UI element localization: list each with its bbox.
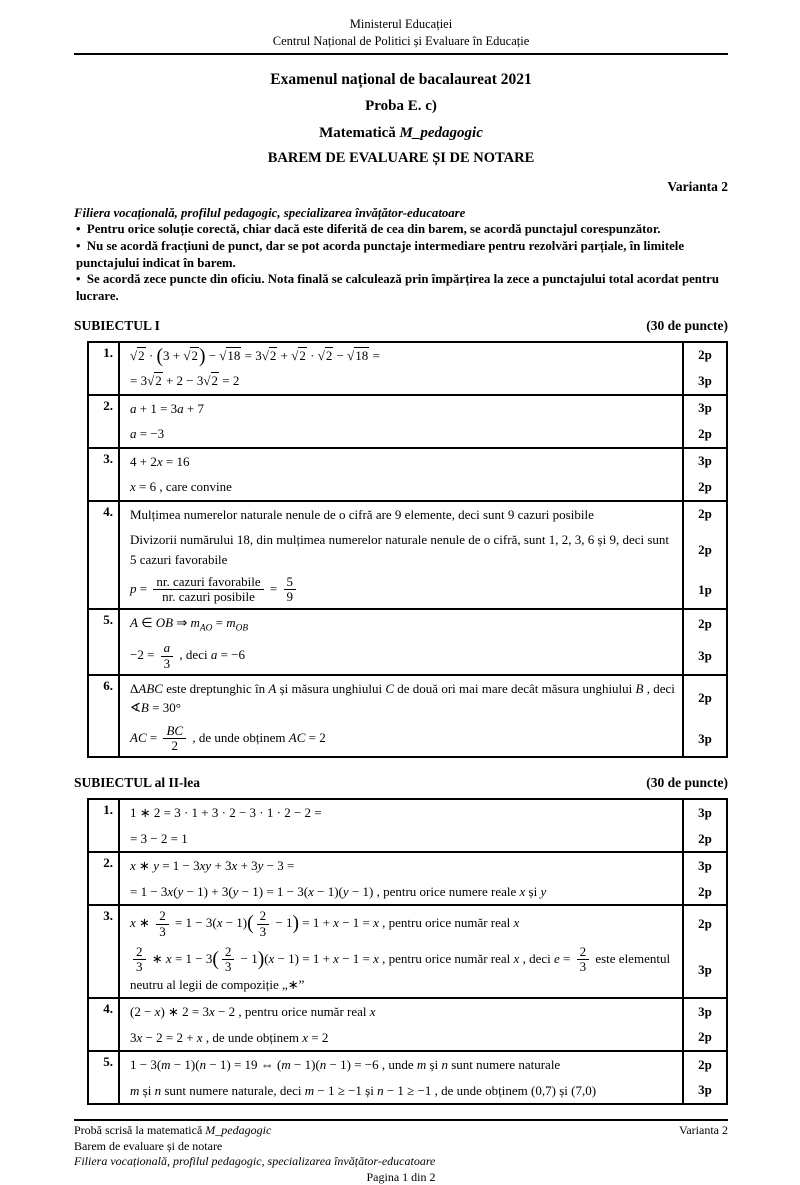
table-row (89, 800, 726, 853)
barem-title: BAREM DE EVALUARE ȘI DE NOTARE (267, 149, 535, 166)
points-cell: 3p (682, 638, 726, 674)
solution-line (120, 502, 726, 528)
table-row (89, 676, 726, 757)
exam-title: Examenul național de bacalaureat 2021 (270, 70, 532, 88)
subject-name: Matematică M_pedagogic (319, 124, 483, 141)
solution-step: 1 − 3(m − 1)(n − 1) = 19 ⇔ (m − 1)(n − 1) = −6 , unde m și n sunt numere naturale (130, 1057, 561, 1073)
row-number: 3. (89, 906, 120, 997)
points-cell: 2p (682, 474, 726, 500)
row-number: 4. (89, 502, 120, 608)
variant-label: Varianta 2 (667, 178, 728, 194)
table-row (89, 396, 726, 449)
solution-step: Divizorii numărului 18, din mulțimea numerelor naturale nenule de o cifră, sunt 1, 2, 3, 6 și 9, deci sunt 5 cazuri favorabile (130, 532, 670, 567)
solution-line (120, 368, 726, 394)
row-number: 1. (89, 343, 120, 394)
solution-line (120, 421, 726, 447)
row-body (120, 449, 726, 500)
solution-line (120, 638, 726, 674)
solution-line (120, 906, 726, 942)
solution-step: m și n sunt numere naturale, deci m − 1 ≥ −1 și n − 1 ≥ −1 , de unde obținem (0,7) și (7,0) (130, 1082, 597, 1098)
subject1-points: (30 de puncte) (646, 317, 728, 333)
points-cell: 3p (682, 942, 726, 997)
points-cell: 3p (682, 800, 726, 826)
subject1-score-table (87, 341, 728, 759)
solution-line (120, 853, 726, 879)
subject1-title: SUBIECTUL I (74, 317, 160, 333)
solution-step: Mulțimea numerelor naturale nenule de o cifră are 9 elemente, deci sunt 9 cazuri posibile (130, 506, 594, 522)
solution-step: −2 = $\frac{a}{3}$ , deci a = −6 (130, 640, 245, 671)
row-body (120, 343, 726, 394)
solution-step: ΔABC este dreptunghic în A și măsura unghiului C de două ori mai mare decât măsura unghiului B , deci ∢B = 30° (130, 680, 675, 716)
points-cell: 2p (682, 676, 726, 721)
solution-step: 3x − 2 = 2 + x , de unde obținem x = 2 (130, 1029, 329, 1045)
solution-step: x ∗ $\frac{2}{3}$ = 1 − 3(x − 1)( $\frac{2}{3}$ − 1) = 1 + x − 1 = x , pentru orice număr real x (130, 908, 520, 939)
table-row (89, 449, 726, 502)
solution-line (120, 572, 726, 608)
solution-step: A ∈ OB ⇒ $m_{AO} = m_{OB}$ (130, 614, 249, 634)
row-number: 1. (89, 800, 120, 851)
footer-barem: Barem de evaluare și de notare (74, 1138, 223, 1153)
solution-line (120, 942, 726, 997)
row-body (120, 906, 726, 997)
table-row (89, 502, 726, 610)
row-body (120, 853, 726, 904)
page-number: Pagina 1 din 2 (366, 1169, 436, 1184)
solution-step: $\frac{2}{3}$ ∗ x = 1 − 3( $\frac{2}{3}$ − 1)(x − 1) = 1 + x − 1 = x , pentru orice număr real x , deci e = $\frac{2}{3}$ este elementul neutru al legii de compoziție „∗” (130, 944, 671, 992)
row-number: 2. (89, 396, 120, 447)
row-number: 4. (89, 999, 120, 1050)
document-header (74, 16, 728, 50)
document-footer (74, 1119, 728, 1185)
table-row (89, 906, 726, 999)
solution-step: AC = $\frac{BC}{2}$ , de unde obținem AC = 2 (130, 722, 326, 754)
footer-filiera: Filiera vocațională, profilul pedagogic, specializarea învățător-educatoare (74, 1154, 436, 1169)
solution-step: a = −3 (130, 426, 165, 441)
proba-label: Proba E. c) (365, 97, 437, 114)
solution-step: p = nr. cazuri favorabile nr. cazuri posibile = $\frac{5}{9}$ (120, 572, 682, 608)
solution-line (120, 1078, 726, 1104)
title-block (74, 71, 728, 167)
header-divider (74, 53, 728, 55)
row-body (120, 502, 726, 608)
footer-variant: Varianta 2 (679, 1123, 728, 1138)
row-body (120, 676, 726, 757)
points-cell: 3p (682, 853, 726, 879)
solution-step: (2 − x) ∗ 2 = 3x − 2 , pentru orice număr real x (130, 1004, 376, 1020)
subject2-score-table (87, 798, 728, 1105)
subject1-heading (74, 318, 728, 334)
row-number: 3. (89, 449, 120, 500)
subject2-title: SUBIECTUL al II-lea (74, 775, 201, 791)
center-name: Centrul Național de Politici și Evaluare în Educație (272, 33, 530, 48)
solution-line (120, 721, 726, 757)
footer-divider (74, 1119, 728, 1121)
points-cell: 2p (682, 1052, 726, 1078)
points-cell: 1p (682, 572, 726, 608)
row-body (120, 610, 726, 674)
points-cell: 2p (682, 610, 726, 639)
solution-step: = 3 − 2 = 1 (130, 830, 188, 846)
row-body (120, 800, 726, 851)
points-cell: 3p (682, 999, 726, 1025)
points-cell: 3p (682, 368, 726, 394)
footer-proba: Probă scrisă la matematică M_pedagogic (74, 1123, 272, 1138)
solution-line (120, 1052, 726, 1078)
row-body (120, 396, 726, 447)
points-cell: 2p (682, 421, 726, 447)
row-number: 6. (89, 676, 120, 757)
table-row (89, 1052, 726, 1103)
table-row (89, 853, 726, 906)
solution-line (120, 676, 726, 721)
solution-line (120, 474, 726, 500)
solution-line (120, 527, 726, 572)
solution-step: = 3√2 + 2 − 3√2 = 2 (130, 373, 240, 388)
table-row (89, 999, 726, 1052)
solution-step: 4 + 2x = 16 (130, 453, 190, 469)
solution-line (120, 343, 726, 369)
points-cell: 3p (682, 449, 726, 475)
ministry-name: Ministerul Educației (349, 17, 453, 31)
points-cell: 2p (682, 1025, 726, 1051)
solution-line (120, 879, 726, 905)
points-cell: 3p (682, 721, 726, 757)
instruction-bullet: • Pentru orice soluție corectă, chiar dacă este diferită de cea din barem, se acordă punctajul corespunzător. (74, 221, 728, 238)
points-cell: 2p (682, 502, 726, 528)
solution-line (120, 449, 726, 475)
solution-step: √2 · (3 + √2) − √18 = 3√2 + √2 · √2 − √18 = (130, 345, 380, 367)
points-cell: 2p (682, 906, 726, 942)
points-cell: 3p (682, 396, 726, 422)
row-number: 5. (89, 1052, 120, 1103)
table-row (89, 610, 726, 676)
instruction-bullet: • Nu se acordă fracțiuni de punct, dar se pot acorda punctaje intermediare pentru rezolvări parțiale, în limitele punctajului indicat în barem. (74, 238, 728, 271)
solution-line (120, 800, 726, 826)
row-number: 2. (89, 853, 120, 904)
instructions-block (74, 205, 728, 305)
solution-line (120, 396, 726, 422)
solution-line (120, 826, 726, 852)
points-cell: 2p (682, 527, 726, 572)
points-cell: 2p (682, 826, 726, 852)
row-body (120, 999, 726, 1050)
solution-step: x = 6 , care convine (130, 479, 232, 494)
table-row (89, 343, 726, 396)
solution-step: 1 ∗ 2 = 3 · 1 + 3 · 2 − 3 · 1 · 2 − 2 = (130, 805, 322, 821)
points-cell: 3p (682, 1078, 726, 1104)
solution-step: x ∗ y = 1 − 3xy + 3x + 3y − 3 = (130, 858, 295, 874)
row-body (120, 1052, 726, 1103)
subject2-heading (74, 775, 728, 791)
subject2-points: (30 de puncte) (646, 775, 728, 791)
solution-step: a + 1 = 3a + 7 (130, 400, 205, 416)
points-cell: 2p (682, 879, 726, 905)
points-cell: 2p (682, 343, 726, 369)
row-number: 5. (89, 610, 120, 674)
instruction-bullet: • Se acordă zece puncte din oficiu. Nota finală se calculează prin împărțirea la zece a punctajului total acordat pentru lucrare. (74, 271, 728, 304)
solution-line (120, 610, 726, 639)
solution-line (120, 999, 726, 1025)
solution-line (120, 1025, 726, 1051)
solution-step: = 1 − 3x(y − 1) + 3(y − 1) = 1 − 3(x − 1)(y − 1) , pentru orice numere reale x și y (130, 883, 547, 899)
filiera-line: Filiera vocațională, profilul pedagogic, specializarea învățător-educatoare (74, 205, 466, 220)
